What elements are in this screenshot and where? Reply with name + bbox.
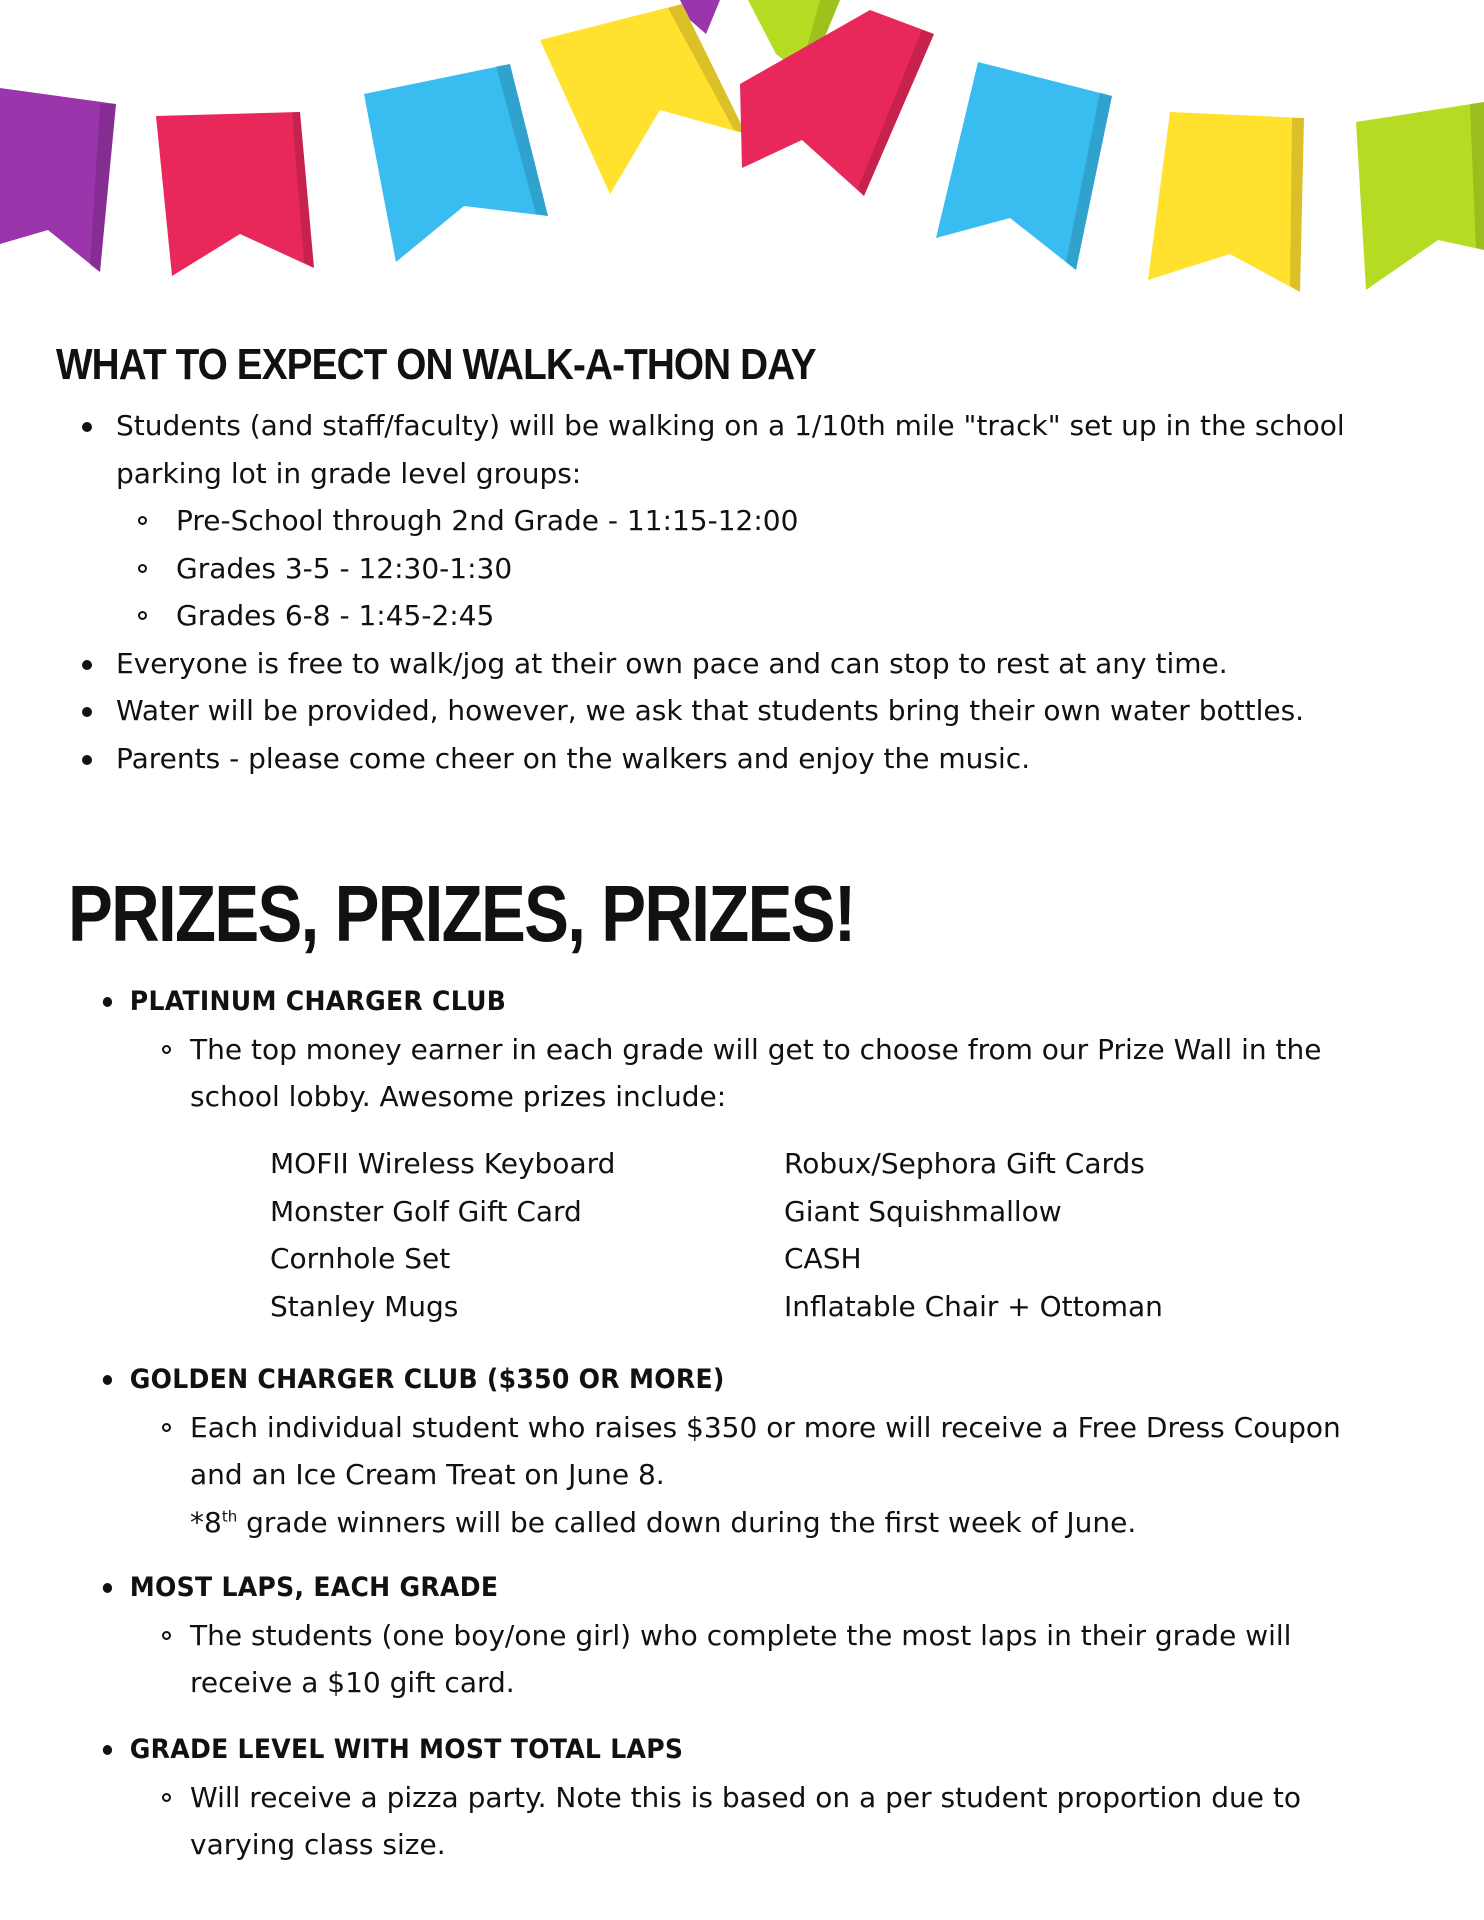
list-item-text: Students (and staff/faculty) will be walking on a 1/10th mile "track" set up in the school parking lot in grade level groups: bbox=[116, 409, 1345, 490]
list-item: Parents - please come cheer on the walkers and enjoy the music. bbox=[78, 735, 1438, 783]
prize-item: Inflatable Chair + Ottoman bbox=[784, 1289, 1163, 1323]
note-text: grade winners will be called down during the first week of June. bbox=[237, 1505, 1137, 1539]
note-superscript: th bbox=[221, 1507, 238, 1526]
prize-wall-list bbox=[270, 1140, 1270, 1330]
flag-blue bbox=[364, 64, 548, 262]
prize-golden bbox=[100, 1356, 1440, 1546]
prize-details bbox=[102, 1612, 1440, 1707]
prize-item: MOFII Wireless Keyboard bbox=[270, 1147, 616, 1180]
flag-purple bbox=[0, 88, 116, 272]
prizes-heading: PRIZES, PRIZES, PRIZES! bbox=[68, 869, 855, 958]
flag-blue-2 bbox=[936, 62, 1112, 270]
prize-description: The top money earner in each grade will get to choose from our Prize Wall in the school lobby. Awesome prizes include: bbox=[102, 1026, 1440, 1121]
expect-list bbox=[78, 402, 1438, 782]
list-item: Grades 3-5 - 12:30-1:30 bbox=[118, 545, 1438, 593]
prize-details bbox=[102, 1774, 1440, 1869]
bunting-banner bbox=[0, 0, 1484, 300]
flag-green bbox=[1356, 102, 1484, 290]
prize-title: PLATINUM CHARGER CLUB bbox=[100, 978, 1346, 1026]
prize-item: Giant Squishmallow bbox=[784, 1194, 1062, 1228]
prize-item: Monster Golf Gift Card bbox=[270, 1194, 582, 1228]
note-prefix: *8 bbox=[190, 1505, 222, 1539]
prize-note bbox=[190, 1499, 1400, 1547]
list-item bbox=[78, 402, 1438, 640]
prize-grade-level bbox=[100, 1726, 1440, 1869]
prize-description bbox=[102, 1404, 1440, 1547]
prize-item: Robux/Sephora Gift Cards bbox=[784, 1147, 1145, 1180]
expect-heading: WHAT TO EXPECT ON WALK-A-THON DAY bbox=[56, 340, 816, 389]
prize-most-laps bbox=[100, 1564, 1440, 1707]
list-item: Everyone is free to walk/jog at their own pace and can stop to rest at any time. bbox=[78, 640, 1438, 688]
prize-item: Stanley Mugs bbox=[270, 1289, 459, 1323]
prize-title: MOST LAPS, EACH GRADE bbox=[100, 1564, 1346, 1612]
flag-yellow bbox=[540, 4, 746, 194]
prize-title: GRADE LEVEL WITH MOST TOTAL LAPS bbox=[100, 1726, 1346, 1774]
prize-details bbox=[102, 1026, 1440, 1121]
flag-yellow-2 bbox=[1148, 112, 1304, 292]
list-item: Pre-School through 2nd Grade - 11:15-12:00 bbox=[118, 497, 1438, 545]
prize-description-text: Each individual student who raises $350 or more will receive a Free Dress Coupon and an Ice Cream Treat on June 8. bbox=[190, 1410, 1341, 1491]
list-item: Grades 6-8 - 1:45-2:45 bbox=[118, 592, 1438, 640]
prize-item: CASH bbox=[784, 1242, 862, 1275]
prize-description: Will receive a pizza party. Note this is based on a per student proportion due to varying class size. bbox=[102, 1774, 1440, 1869]
prize-platinum bbox=[100, 978, 1440, 1121]
prize-details bbox=[102, 1404, 1440, 1547]
prize-title: GOLDEN CHARGER CLUB ($350 OR MORE) bbox=[100, 1356, 1346, 1404]
prize-description: The students (one boy/one girl) who complete the most laps in their grade will receive a $10 gift card. bbox=[102, 1612, 1440, 1707]
time-groups-list bbox=[118, 497, 1438, 640]
list-item: Water will be provided, however, we ask that students bring their own water bottles. bbox=[78, 687, 1438, 735]
prize-item: Cornhole Set bbox=[270, 1242, 451, 1275]
flag-pink bbox=[156, 112, 314, 276]
